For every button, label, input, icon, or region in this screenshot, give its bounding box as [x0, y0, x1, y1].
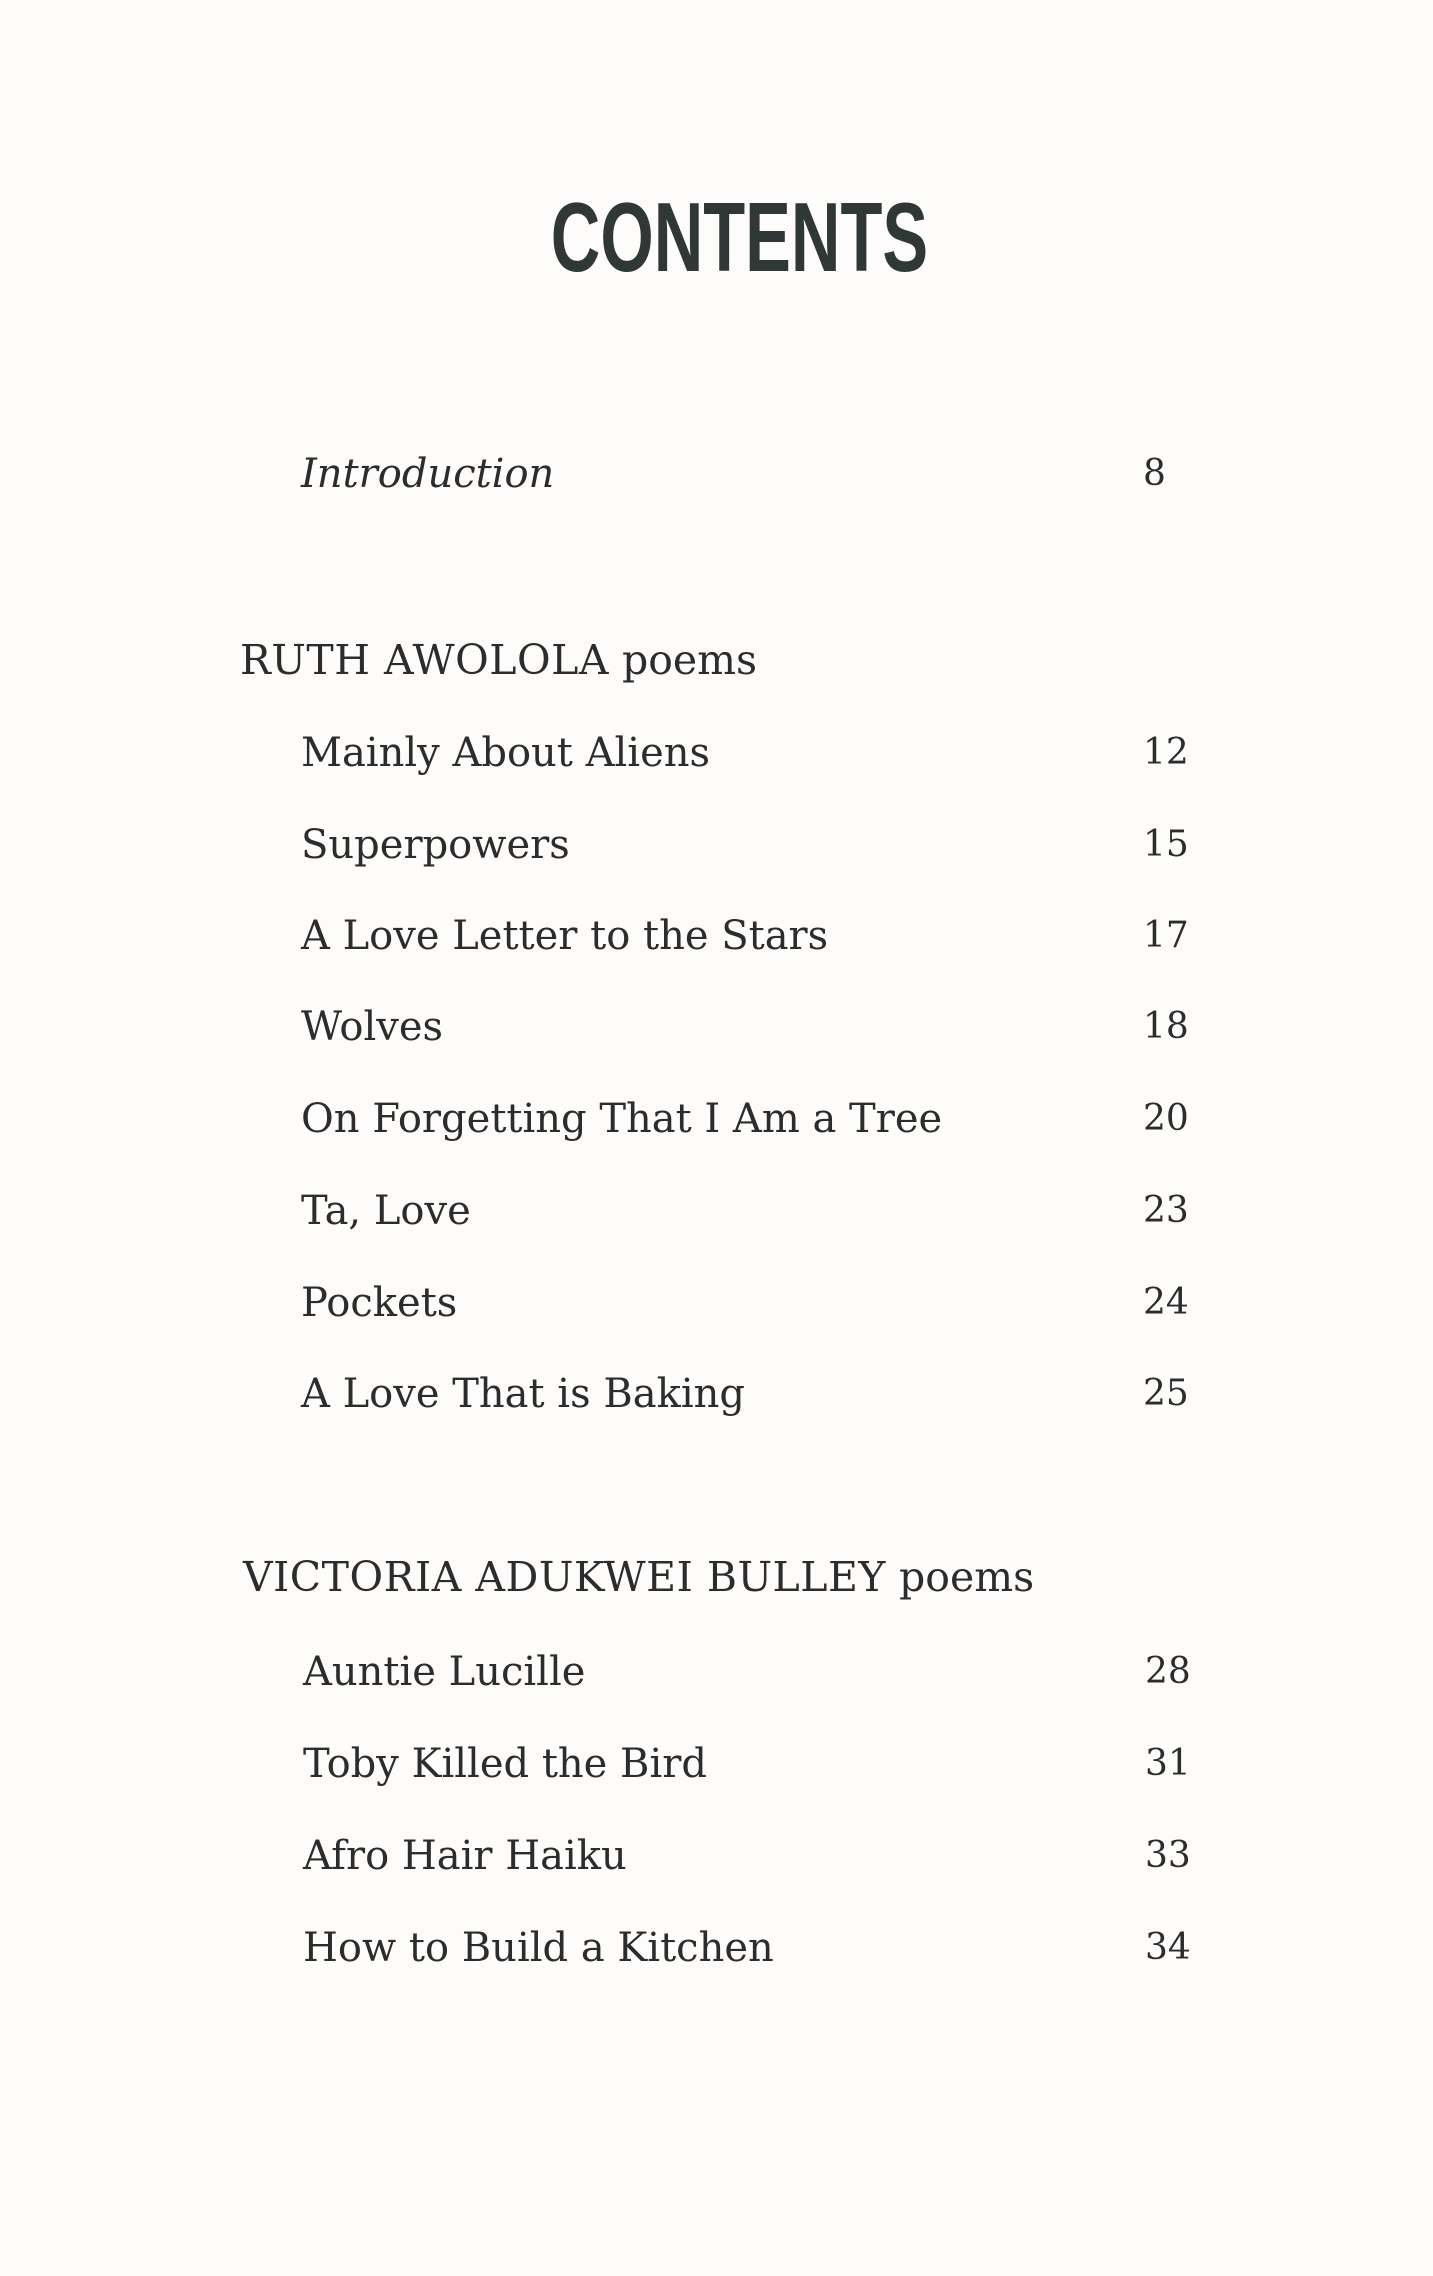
toc-entry[interactable]: A Love That is Baking [301, 1371, 745, 1417]
toc-entry[interactable]: Afro Hair Haiku [303, 1833, 627, 1879]
toc-entry[interactable]: Superpowers [301, 822, 570, 868]
toc-entry[interactable]: Mainly About Aliens [301, 730, 711, 776]
toc-page-number: 8 [1143, 453, 1166, 494]
section-suffix: poems [621, 636, 758, 684]
toc-page-number: 33 [1145, 1835, 1191, 1876]
toc-entry[interactable]: A Love Letter to the Stars [301, 913, 829, 959]
section-author: RUTH AWOLOLA [240, 636, 609, 684]
page-title: CONTENTS [550, 182, 929, 292]
section-suffix: poems [899, 1553, 1035, 1601]
toc-page-number: 34 [1145, 1927, 1191, 1968]
toc-page-number: 18 [1143, 1006, 1189, 1047]
toc-page-number: 31 [1145, 1743, 1191, 1784]
toc-entry[interactable]: Ta, Love [301, 1188, 471, 1234]
toc-entry-introduction[interactable]: Introduction [301, 451, 555, 497]
toc-page-number: 23 [1143, 1190, 1189, 1231]
toc-page-number: 25 [1143, 1373, 1189, 1414]
section-heading-ruth-awolola [240, 636, 757, 684]
toc-page-number: 20 [1143, 1098, 1189, 1139]
toc-page-number: 12 [1143, 732, 1189, 773]
section-author: VICTORIA ADUKWEI BULLEY [243, 1553, 886, 1601]
toc-entry[interactable]: Wolves [301, 1004, 444, 1050]
toc-entry[interactable]: Toby Killed the Bird [303, 1741, 707, 1787]
toc-entry[interactable]: Pockets [301, 1280, 458, 1326]
toc-entry[interactable]: Auntie Lucille [303, 1649, 586, 1695]
section-heading-victoria-adukwei-bulley [243, 1553, 1034, 1601]
toc-entry[interactable]: How to Build a Kitchen [303, 1925, 774, 1971]
toc-entry[interactable]: On Forgetting That I Am a Tree [301, 1096, 943, 1142]
toc-page-number: 15 [1143, 824, 1189, 865]
toc-page-number: 28 [1145, 1651, 1191, 1692]
toc-page-number: 24 [1143, 1282, 1189, 1323]
toc-page-number: 17 [1143, 915, 1189, 956]
